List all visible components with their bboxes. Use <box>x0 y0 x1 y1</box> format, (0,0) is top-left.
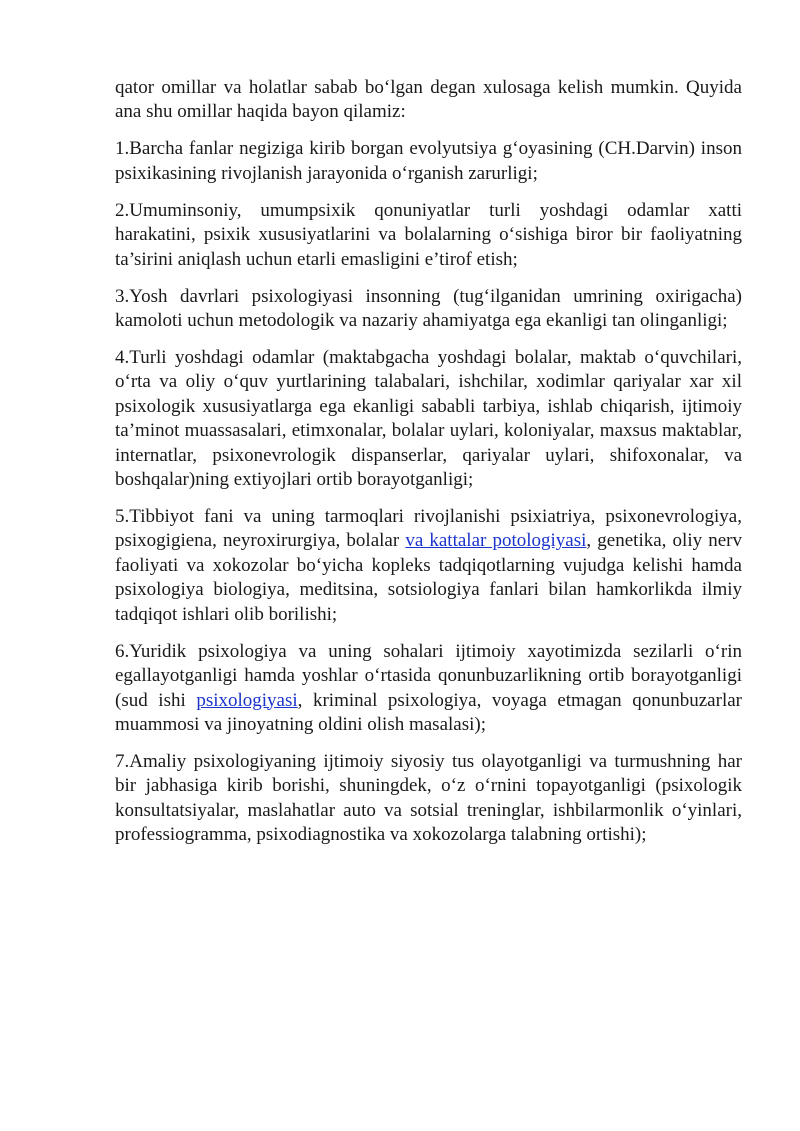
paragraph-item-5-text-after: , genetika, oliy nerv faoliyati va xokozolar bo‘yicha kopleks tadqiqotlarning vujudga kelishi hamda psixologiya biologiya, meditsina, sotsiologiya fanlari bilan hamkorlikda ilmiy tadqiqot ishlari olib borilishi; <box>115 530 742 625</box>
link-va-kattalar-potologiyasi[interactable]: va kattalar potologiyasi <box>405 530 587 552</box>
paragraph-item-5 <box>115 505 742 627</box>
link-psixologiyasi[interactable]: psixologiyasi <box>196 689 298 711</box>
paragraph-intro: qator omillar va holatlar sabab bo‘lgan degan xulosaga kelish mumkin. Quyida ana shu omillar haqida bayon qilamiz: <box>115 77 742 123</box>
paragraph-item-6 <box>115 640 742 738</box>
document-page <box>115 76 742 860</box>
paragraph-item-2: 2.Umuminsoniy, umumpsixik qonuniyatlar turli yoshdagi odamlar xatti harakatini, psixik xususiyatlarini va bolalarning o‘sishiga biror bir faoliyatning ta’sirini aniqlash uchun etarli emasligini e’tirof etish; <box>115 199 742 270</box>
paragraph-item-5-text-before: 5.Tibbiyot fani va uning tarmoqlari rivojlanishi psixiatriya, psixonevrologiya, psixogigiena, neyroxirurgiya, bolalar <box>115 506 742 552</box>
paragraph-item-1: 1.Barcha fanlar negiziga kirib borgan evolyutsiya g‘oyasining (CH.Darvin) inson psixikasining rivojlanish jarayonida o‘rganish zarurligi; <box>115 138 742 184</box>
paragraph-item-6-text-after: , kriminal psixologiya, voyaga etmagan qonunbuzarlar muammosi va jinoyatning oldini olish masalasi); <box>115 689 742 735</box>
paragraph-item-4: 4.Turli yoshdagi odamlar (maktabgacha yoshdagi bolalar, maktab o‘quvchilari, o‘rta va oliy o‘quv yurtlarining talabalari, ishchilar, xodimlar qariyalar xar xil psixologik xususiyatlarga ega ekanligi sababli tarbiya, ishlab chiqarish, ijtimoiy ta’minot muassasalari, etimxonalar, bolalar uylari, koloniyalar, maxsus maktablar, internatlar, psixonevrologik dispanserlar, qariyalar uylari, shifoxonalar, va boshqalar)ning extiyojlari ortib borayotganligi; <box>115 347 742 491</box>
paragraph-item-6-text-before: 6.Yuridik psixologiya va uning sohalari ijtimoiy xayotimizda sezilarli o‘rin egallayotganligi hamda yoshlar o‘rtasida qonunbuzarlikning ortib borayotganligi (sud ishi <box>115 640 742 711</box>
paragraph-item-3: 3.Yosh davrlari psixologiyasi insonning (tug‘ilganidan umrining oxirigacha) kamoloti uchun metodologik va nazariy ahamiyatga ega ekanligi tan olinganligi; <box>115 285 742 332</box>
paragraph-item-7: 7.Amaliy psixologiyaning ijtimoiy siyosiy tus olayotganligi va turmushning har bir jabhasiga kirib borishi, shuningdek, o‘z o‘rnini topayotganligi (psixologik konsultatsiyalar, maslahatlar auto va sotsial treninglar, ishbilarmonlik o‘yinlari, professiogramma, psixodiagnostika va xokozolarga talabning ortishi); <box>115 750 742 846</box>
